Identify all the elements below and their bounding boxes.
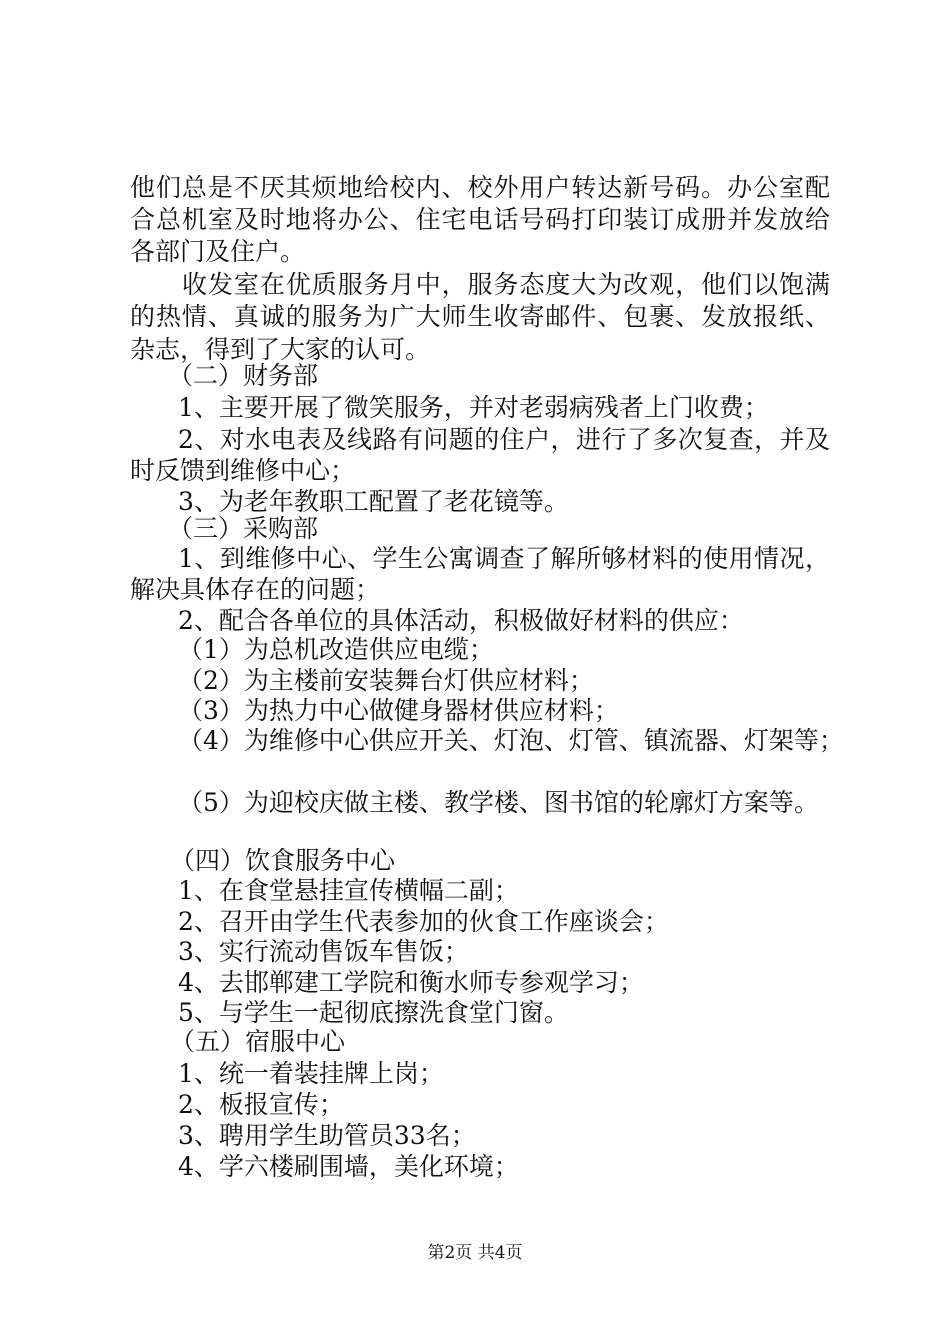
list-item: 2、配合各单位的具体活动，积极做好材料的供应：	[178, 606, 744, 635]
body-line: 杂志，得到了大家的认可。	[130, 335, 431, 364]
list-item-continuation: 解决具体存在的问题；	[130, 575, 381, 604]
sub-list-item: （1）为总机改造供应电缆；	[178, 635, 494, 664]
page-footer: 第2页 共4页	[427, 1243, 523, 1263]
body-line: 收发室在优质服务月中，服务态度大为改观，他们以饱满	[182, 270, 830, 299]
list-item: 1、到维修中心、学生公寓调查了解所够材料的使用情况，	[178, 544, 830, 573]
list-item: 4、去邯郸建工学院和衡水师专参观学习；	[178, 968, 644, 997]
list-item: 2、对水电表及线路有问题的住户，进行了多次复查，并及	[178, 425, 830, 454]
section-heading: （三）采购部	[168, 514, 319, 543]
list-item: 4、学六楼刷围墙，美化环境；	[178, 1152, 519, 1181]
list-item: 2、召开由学生代表参加的伙食工作座谈会；	[178, 907, 669, 936]
body-line: 他们总是不厌其烦地给校内、校外用户转达新号码。办公室配	[130, 173, 830, 202]
list-item: 1、主要开展了微笑服务，并对老弱病残者上门收费；	[178, 393, 769, 422]
section-heading: （五）宿服中心	[170, 1027, 346, 1056]
list-item: 3、实行流动售饭车售饭；	[178, 937, 469, 966]
sub-list-item: （3）为热力中心做健身器材供应材料；	[178, 696, 619, 725]
list-item: 1、在食堂悬挂宣传横幅二副；	[178, 876, 519, 905]
list-item: 3、为老年教职工配置了老花镜等。	[178, 487, 569, 516]
list-item: 3、聘用学生助管员33名；	[178, 1121, 476, 1150]
body-line: 各部门及住户。	[130, 237, 306, 266]
list-item-continuation: 时反馈到维修中心；	[130, 456, 356, 485]
sub-list-item: （4）为维修中心供应开关、灯泡、灯管、镇流器、灯架等；	[178, 726, 844, 755]
list-item: 2、板报宣传；	[178, 1090, 344, 1119]
section-heading: （二）财务部	[168, 361, 319, 390]
list-item: 1、统一着装挂牌上岗；	[178, 1059, 444, 1088]
body-line: 合总机室及时地将办公、住宅电话号码打印装订成册并发放给	[130, 205, 830, 234]
body-line: 的热情、真诚的服务为广大师生收寄邮件、包裹、发放报纸、	[130, 302, 830, 331]
sub-list-item: （5）为迎校庆做主楼、教学楼、图书馆的轮廓灯方案等。	[178, 788, 819, 817]
sub-list-item: （2）为主楼前安装舞台灯供应材料；	[178, 666, 594, 695]
section-heading: （四）饮食服务中心	[170, 846, 396, 875]
list-item: 5、与学生一起彻底擦洗食堂门窗。	[178, 998, 569, 1027]
